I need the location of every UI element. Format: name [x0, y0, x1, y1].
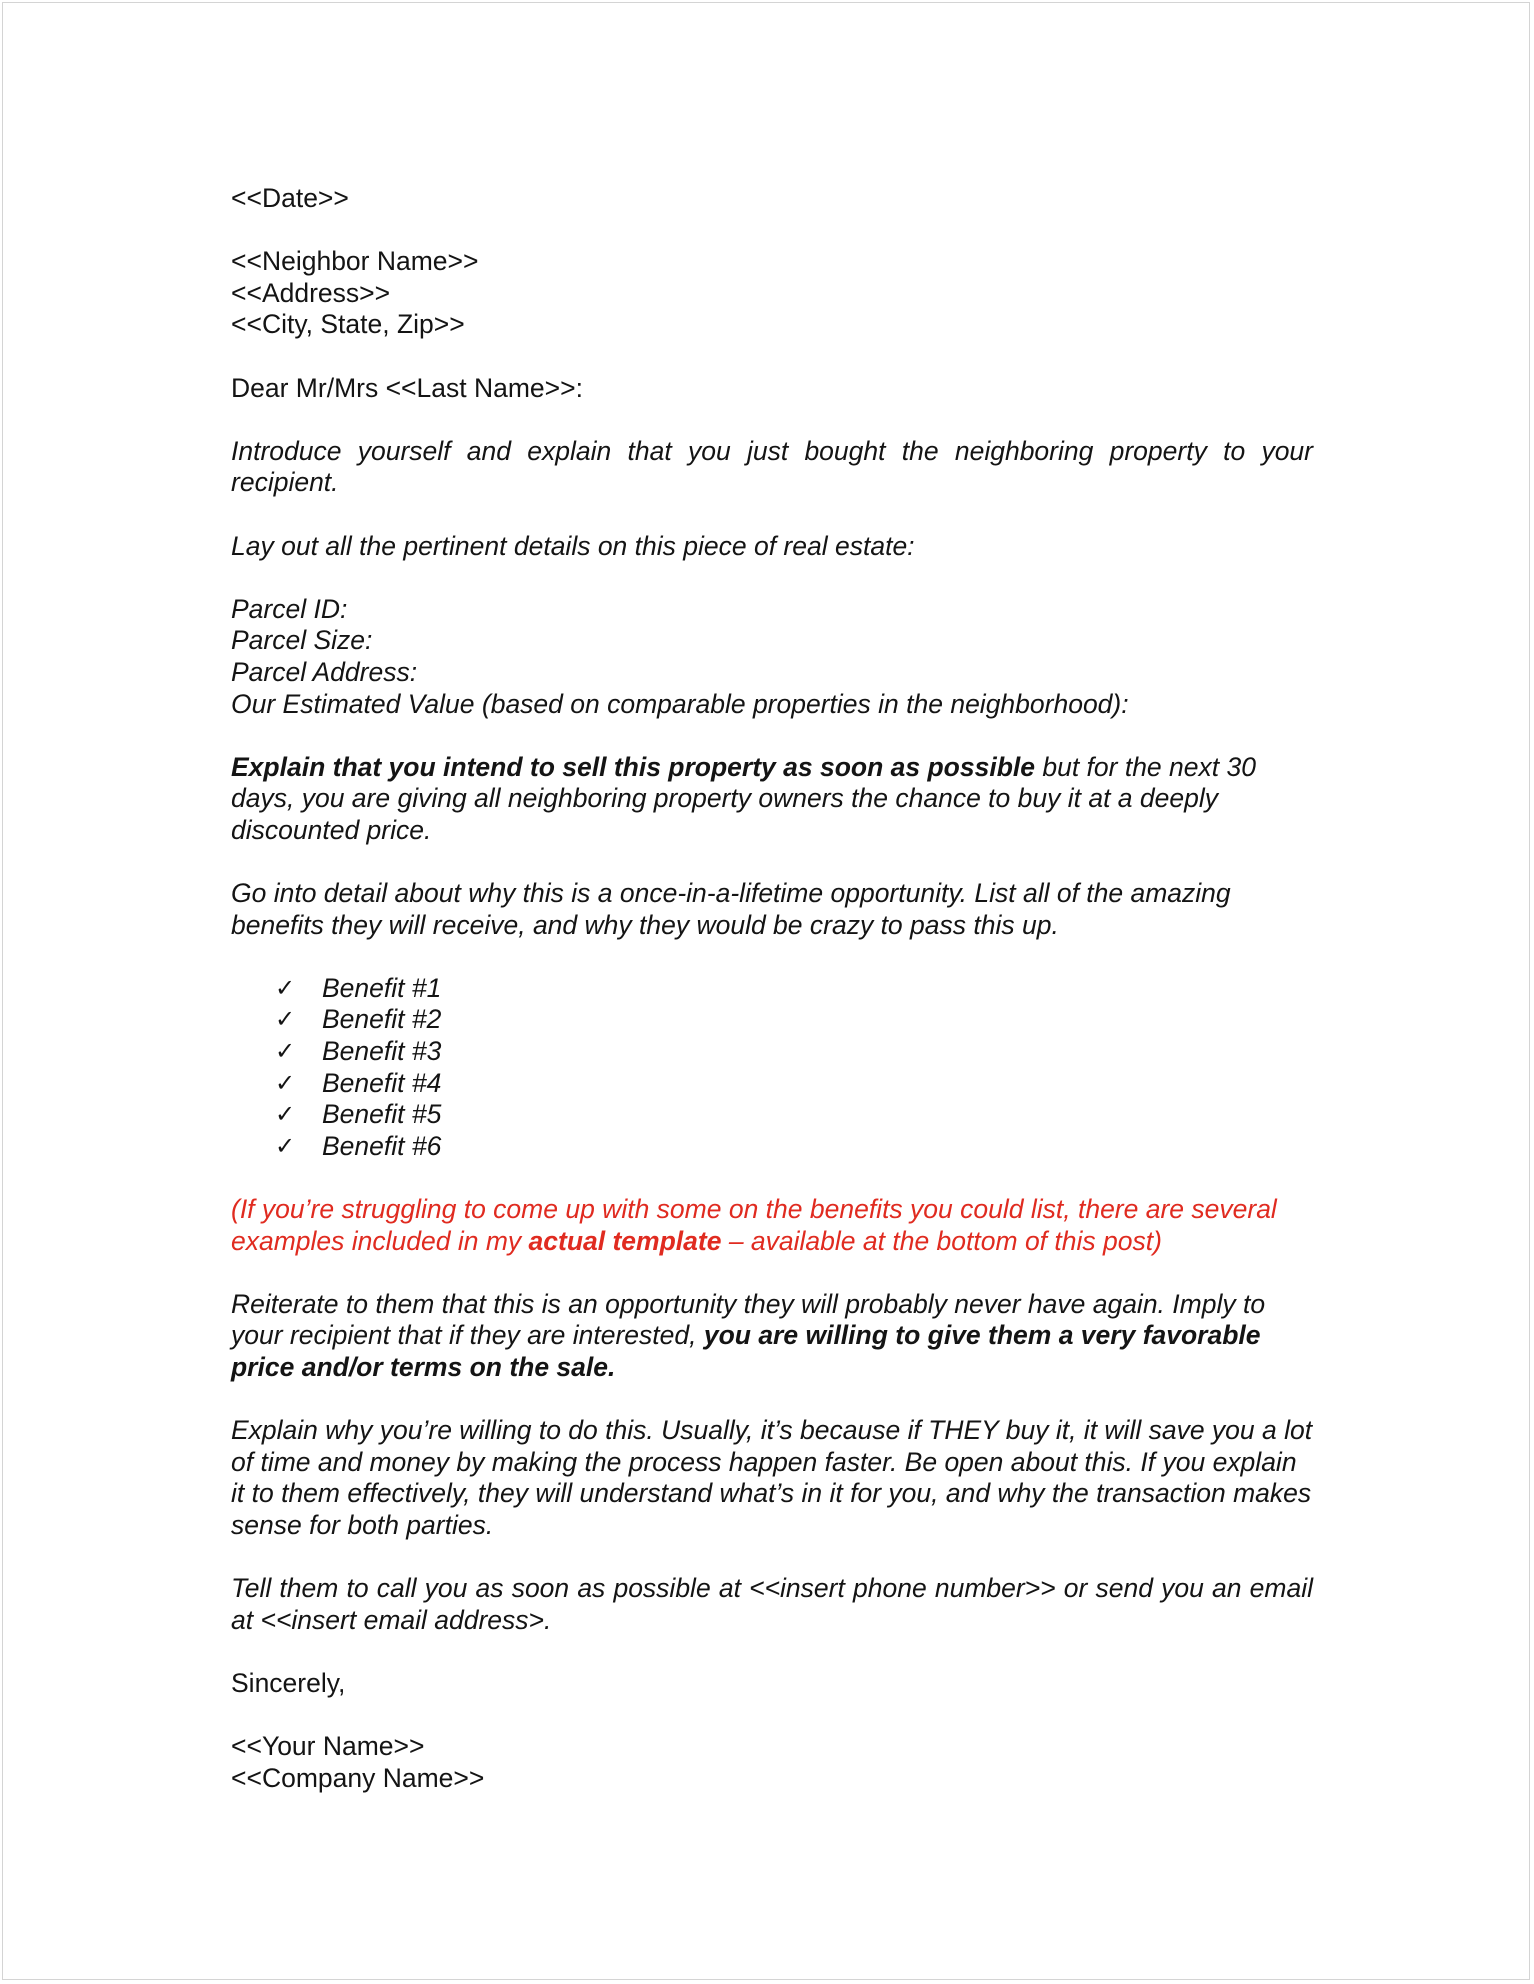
benefit-label: Benefit #1	[322, 972, 442, 1003]
parcel-size-line: Parcel Size:	[231, 625, 373, 656]
letter-date: <<Date>>	[231, 183, 349, 213]
benefit-label: Benefit #6	[322, 1130, 442, 1161]
contact-paragraph: Tell them to call you as soon as possible at <<insert phone number>> or send you an email at <<insert email address>.	[231, 1573, 1313, 1635]
reiterate-text: Reiterate to them that this is an opportunity they will probably never have again. Imply to your recipient that if they are interested,	[231, 1288, 1266, 1351]
benefit-label: Benefit #2	[322, 1004, 442, 1035]
recipient-city-state-zip: <<City, State, Zip>>	[231, 309, 465, 340]
closing: Sincerely,	[231, 1667, 346, 1698]
letter-body	[231, 183, 1313, 1794]
benefits-list	[231, 973, 1313, 1163]
note-text-start: (If you’re struggling to come up with some on the benefits you could list, there are several examples included in my	[231, 1194, 1277, 1256]
details-intro: Lay out all the pertinent details on this piece of real estate:	[231, 530, 915, 561]
list-item	[231, 1036, 1313, 1068]
list-item	[231, 1004, 1313, 1036]
reiterate-emphasis: you are willing to give them a very favorable price and/or terms on the sale.	[231, 1320, 1261, 1382]
checkmark-icon: ✓	[275, 1131, 296, 1160]
recipient-address: <<Address>>	[231, 277, 391, 308]
note-emphasis: actual template	[528, 1225, 722, 1256]
intro-paragraph: Introduce yourself and explain that you just bought the neighboring property to your recipient.	[231, 435, 1313, 498]
signature-block	[231, 1731, 1313, 1794]
sell-text: but for the next 30 days, you are giving all neighboring property owners the chance to buy it at a deeply discounted price.	[231, 751, 1256, 845]
benefit-label: Benefit #3	[322, 1036, 442, 1067]
sell-emphasis: Explain that you intend to sell this property as soon as possible	[231, 751, 1035, 782]
checkmark-icon: ✓	[275, 1100, 296, 1129]
list-item	[231, 973, 1313, 1005]
estimated-value-line: Our Estimated Value (based on comparable properties in the neighborhood):	[231, 688, 1129, 719]
benefit-label: Benefit #5	[322, 1099, 442, 1130]
signature-company: <<Company Name>>	[231, 1762, 485, 1793]
explain-paragraph: Explain why you’re willing to do this. Usually, it’s because if THEY buy it, it will save you a lot of time and money by making the process happen faster. Be open about this. If you explain it to them effectively, they will understand what’s in it for you, and why the transaction makes sense for both parties.	[231, 1415, 1313, 1540]
parcel-details	[231, 594, 1313, 720]
benefit-label: Benefit #4	[322, 1067, 442, 1098]
parcel-address-line: Parcel Address:	[231, 656, 418, 687]
checkmark-icon: ✓	[275, 1005, 296, 1034]
list-item	[231, 1131, 1313, 1163]
checkmark-icon: ✓	[275, 1037, 296, 1066]
list-item	[231, 1068, 1313, 1100]
list-item	[231, 1099, 1313, 1131]
checkmark-icon: ✓	[275, 973, 296, 1002]
sell-paragraph	[231, 752, 1313, 847]
salutation: Dear Mr/Mrs <<Last Name>>:	[231, 372, 583, 403]
parcel-id-line: Parcel ID:	[231, 593, 348, 624]
reiterate-paragraph	[231, 1289, 1313, 1384]
recipient-name: <<Neighbor Name>>	[231, 246, 479, 277]
opportunity-paragraph: Go into detail about why this is a once-in-a-lifetime opportunity. List all of the amazing benefits they will receive, and why they would be crazy to pass this up.	[231, 878, 1231, 940]
recipient-block	[231, 246, 1313, 341]
template-note	[231, 1194, 1313, 1257]
checkmark-icon: ✓	[275, 1068, 296, 1097]
signature-name: <<Your Name>>	[231, 1731, 425, 1762]
note-text-end: – available at the bottom of this post)	[721, 1225, 1162, 1256]
document-page	[2, 2, 1530, 1980]
